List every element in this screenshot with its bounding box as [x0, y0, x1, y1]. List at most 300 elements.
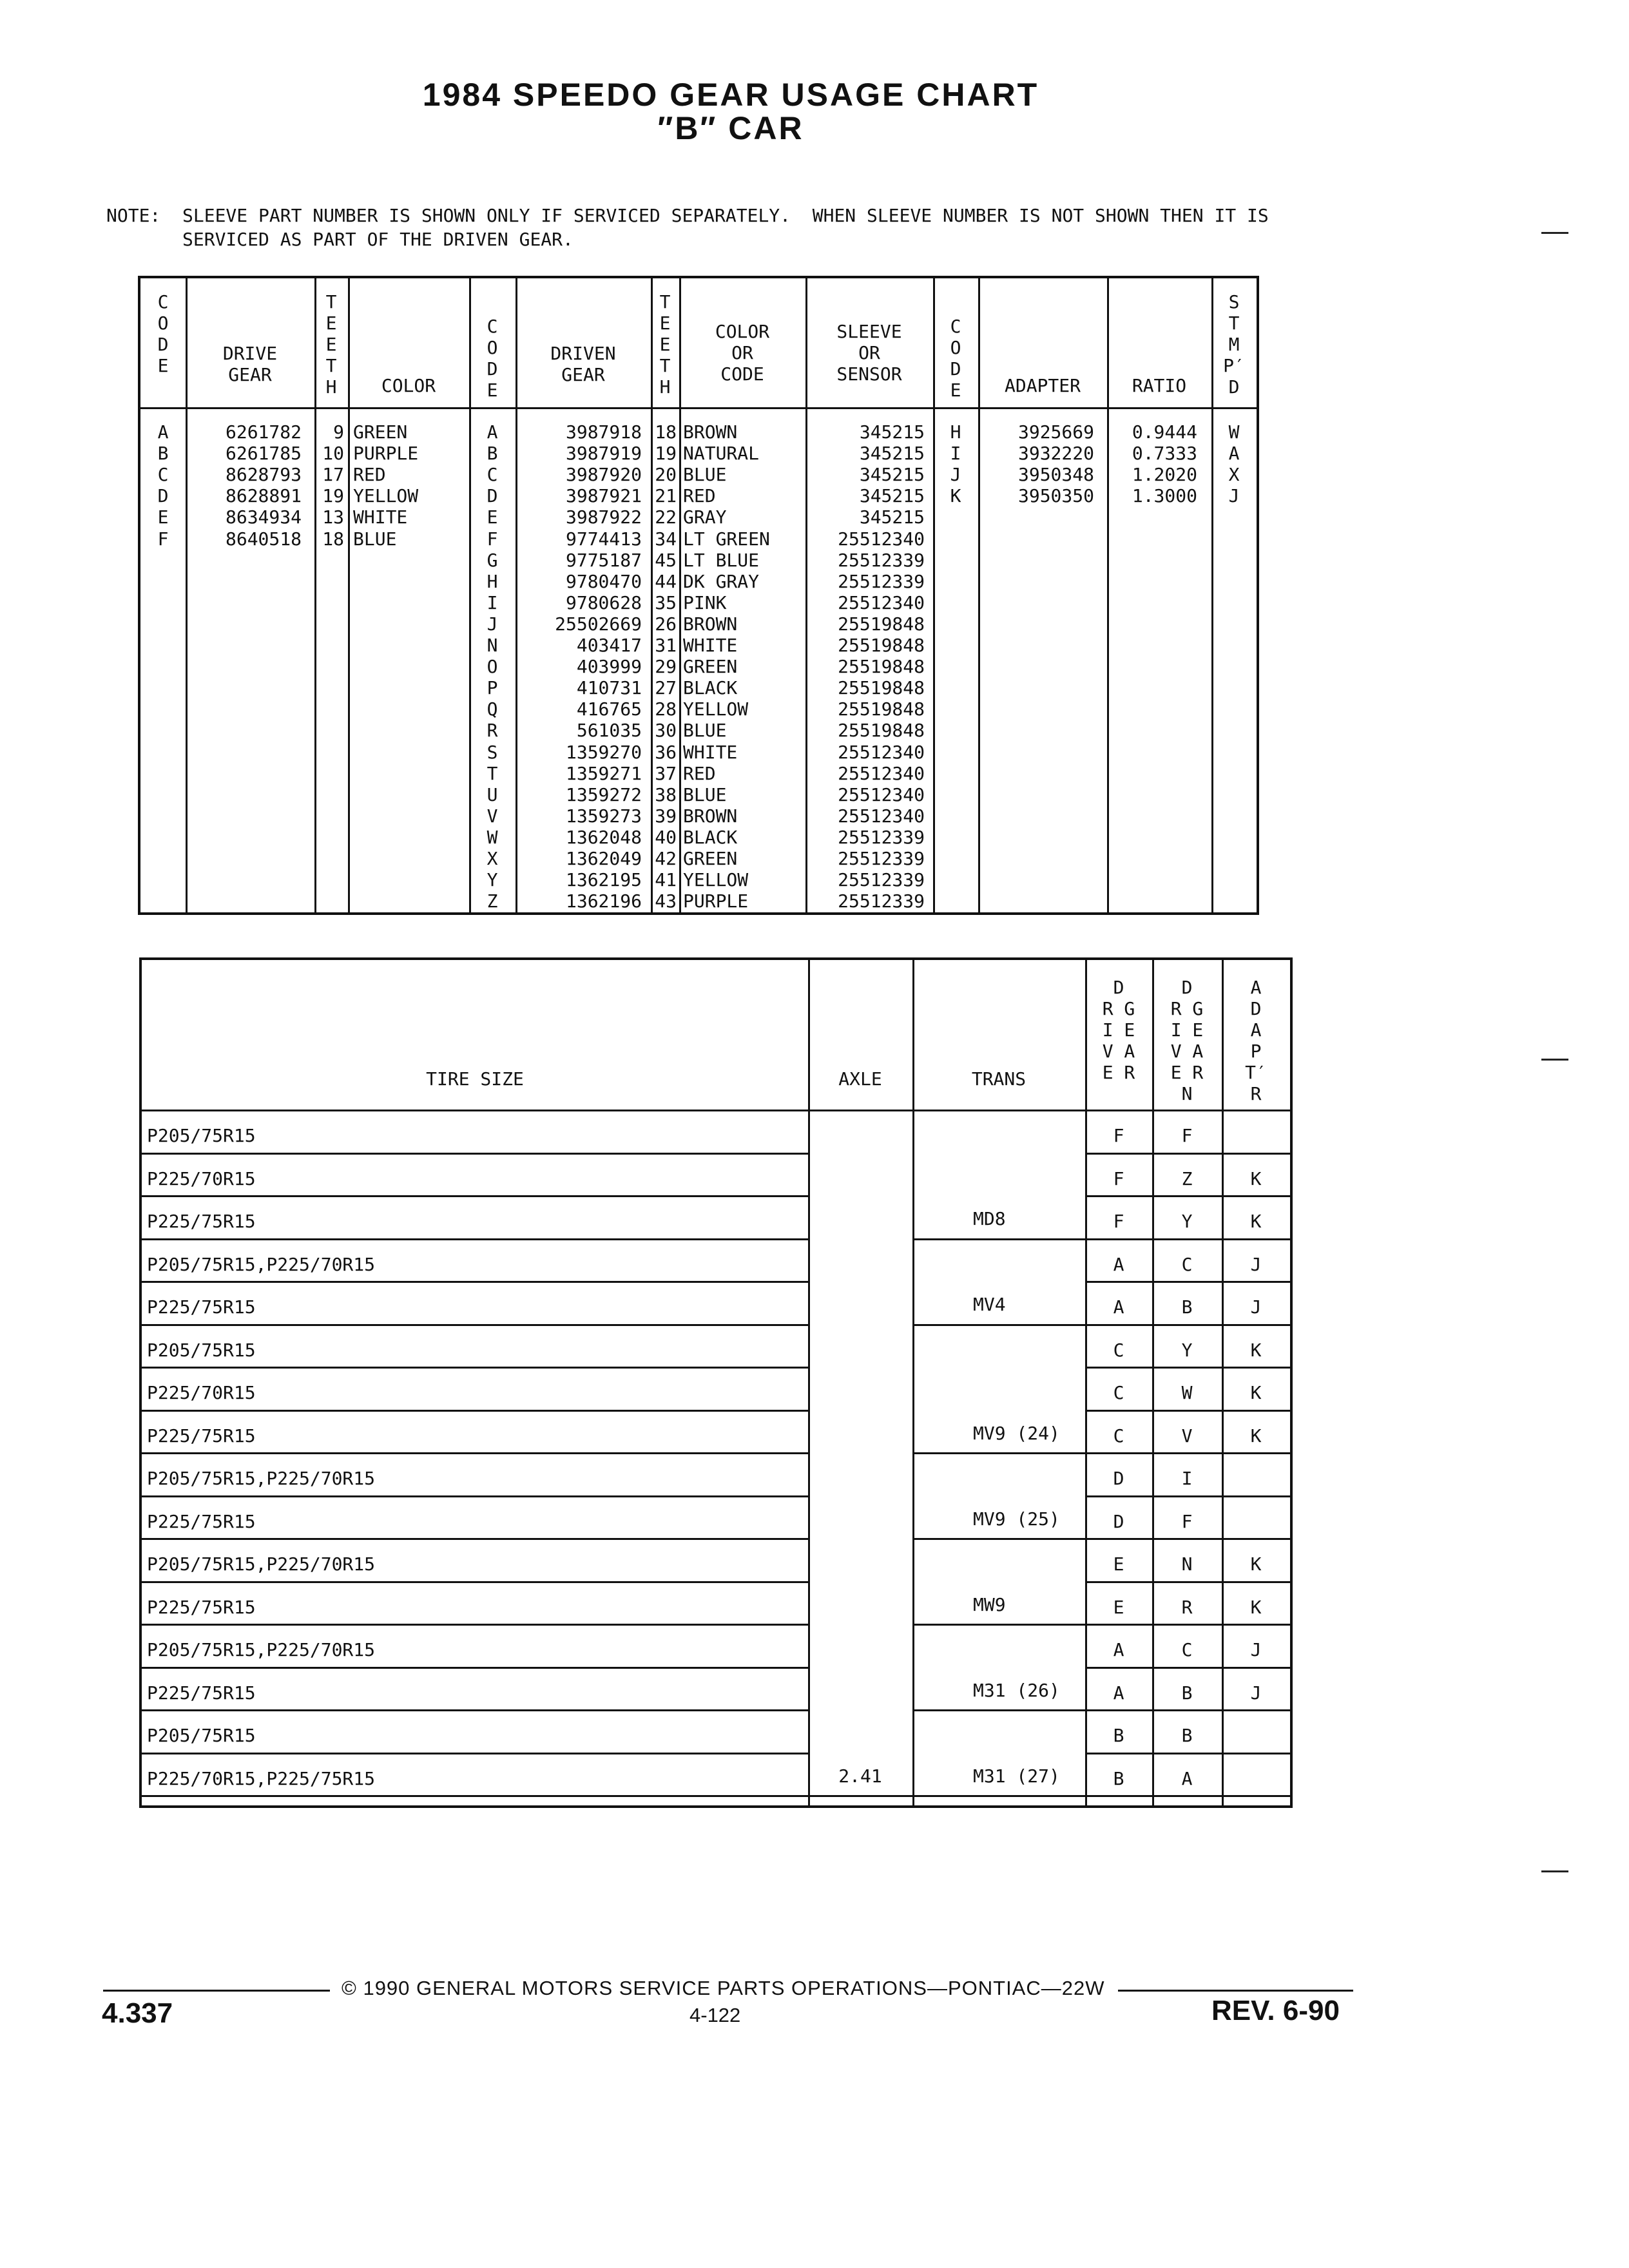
- row-divider: [142, 1753, 808, 1754]
- footer-revision: REV. 6-90: [1211, 1995, 1340, 2026]
- drive-color: PURPLE: [353, 443, 419, 465]
- driven-teeth: 20: [655, 464, 677, 486]
- row-divider: [1085, 1667, 1290, 1669]
- driven-teeth: 38: [655, 783, 677, 805]
- group-divider: [912, 1452, 1085, 1454]
- driven-color: GREEN: [683, 848, 738, 869]
- column-header: C O D E: [950, 316, 961, 401]
- driven-teeth: 34: [655, 528, 677, 550]
- sleeve-number: 345215: [859, 443, 925, 465]
- driven-gear-code: I: [1181, 1468, 1193, 1489]
- tire-size: P225/75R15: [147, 1510, 256, 1532]
- driven-gear-code: C: [1181, 1639, 1193, 1660]
- column-header: T E E T H: [659, 291, 671, 398]
- trans-code: M31 (26): [973, 1679, 1060, 1701]
- driven-code: O: [487, 656, 498, 678]
- sleeve-number: 25519848: [838, 656, 925, 678]
- sleeve-number: 25519848: [838, 635, 925, 656]
- driven-color: BLACK: [683, 677, 738, 699]
- sleeve-number: 25519848: [838, 677, 925, 699]
- header-divider: [140, 407, 1257, 409]
- column-header: RATIO: [1132, 375, 1187, 396]
- driven-gear: 3987919: [565, 443, 642, 465]
- row-divider: [1085, 1195, 1290, 1197]
- row-divider: [1085, 1538, 1290, 1540]
- driven-gear: 403417: [576, 635, 642, 656]
- trans-code: MV4: [973, 1294, 1006, 1315]
- drive-gear-code: F: [1113, 1125, 1124, 1146]
- row-divider: [1085, 1795, 1290, 1797]
- driven-teeth: 30: [655, 720, 677, 742]
- edge-mark: [1541, 232, 1568, 234]
- row-divider: [142, 1452, 808, 1454]
- driven-teeth: 31: [655, 635, 677, 656]
- sleeve-number: 25519848: [838, 720, 925, 742]
- driven-code: G: [487, 549, 498, 571]
- adapter-code: J: [1250, 1296, 1262, 1318]
- sleeve-number: 25512340: [838, 741, 925, 763]
- row-divider: [1085, 1238, 1290, 1240]
- row-divider: [1085, 1410, 1290, 1412]
- column-header: C O D E: [487, 316, 498, 401]
- adapter-code: J: [950, 464, 961, 486]
- footer-page-left: 4.337: [102, 1997, 173, 2029]
- row-divider: [1085, 1581, 1290, 1583]
- header-adapter: A D A P T′ R: [1245, 977, 1267, 1104]
- tire-size: P225/75R15: [147, 1682, 256, 1704]
- column-header: DRIVE GEAR: [222, 343, 278, 385]
- driven-code: V: [487, 805, 498, 827]
- adapter-code: K: [1250, 1168, 1262, 1189]
- drive-gear-code: E: [1113, 1596, 1124, 1618]
- tire-size: P225/70R15: [147, 1382, 256, 1403]
- drive-color: YELLOW: [353, 485, 419, 507]
- driven-teeth: 43: [655, 890, 677, 912]
- adapter-code: J: [1250, 1639, 1262, 1660]
- driven-gear-code: R: [1181, 1596, 1193, 1618]
- driven-code: I: [487, 591, 498, 613]
- driven-gear: 3987920: [565, 464, 642, 486]
- row-divider: [142, 1195, 808, 1197]
- page-subtitle: ″B″ CAR: [657, 110, 804, 146]
- sleeve-number: 25519848: [838, 613, 925, 635]
- adapter-code: K: [1250, 1339, 1262, 1361]
- drive-color: RED: [353, 464, 386, 486]
- note-text: NOTE: SLEEVE PART NUMBER IS SHOWN ONLY IF SERVICED SEPARATELY. WHEN SLEEVE NUMBER IS NOT SHOWN THEN IT IS SERVICED AS PART OF THE DRIVEN GEAR.: [106, 205, 1269, 250]
- driven-gear: 1359272: [565, 783, 642, 805]
- driven-color: RED: [683, 485, 716, 507]
- row-divider: [1085, 1153, 1290, 1155]
- tire-size: P205/75R15: [147, 1125, 256, 1146]
- tire-size: P225/70R15: [147, 1168, 256, 1189]
- adapter-number: 3950350: [1017, 485, 1094, 507]
- drive-code: D: [157, 485, 169, 507]
- driven-gear: 9780628: [565, 591, 642, 613]
- drive-code: E: [157, 506, 169, 528]
- axle-ratio: 2.41: [838, 1765, 882, 1787]
- driven-gear-code: V: [1181, 1425, 1193, 1446]
- drive-gear: 8628793: [225, 464, 302, 486]
- driven-color: LT GREEN: [683, 528, 770, 550]
- drive-gear-code: C: [1113, 1339, 1124, 1361]
- usage-table: [139, 957, 1293, 1808]
- group-divider: [912, 1709, 1085, 1711]
- adapter-code: K: [950, 485, 961, 507]
- trans-code: MW9: [973, 1593, 1006, 1615]
- edge-mark: [1541, 1870, 1568, 1872]
- drive-gear-code: C: [1113, 1382, 1124, 1403]
- tire-size: P205/75R15: [147, 1725, 256, 1746]
- adapter-code: I: [950, 443, 961, 465]
- driven-gear: 1359271: [565, 762, 642, 784]
- adapter-ratio: 1.2020: [1132, 464, 1197, 486]
- group-divider: [912, 1795, 1085, 1797]
- driven-gear-code: B: [1181, 1725, 1193, 1746]
- driven-gear: 3987922: [565, 506, 642, 528]
- driven-color: NATURAL: [683, 443, 760, 465]
- driven-color: WHITE: [683, 635, 738, 656]
- driven-gear: 9774413: [565, 528, 642, 550]
- drive-gear-code: F: [1113, 1211, 1124, 1232]
- tire-size: P225/75R15: [147, 1211, 256, 1232]
- drive-code: B: [157, 443, 169, 465]
- row-divider: [142, 1495, 808, 1497]
- sleeve-number: 25512340: [838, 762, 925, 784]
- row-divider: [1085, 1367, 1290, 1369]
- tire-size: P205/75R15,P225/70R15: [147, 1639, 376, 1660]
- adapter-code: J: [1250, 1682, 1262, 1704]
- driven-gear: 1362195: [565, 869, 642, 891]
- drive-gear: 8628891: [225, 485, 302, 507]
- sleeve-number: 345215: [859, 506, 925, 528]
- driven-code: P: [487, 677, 498, 699]
- row-divider: [142, 1624, 808, 1626]
- adapter-number: 3925669: [1017, 421, 1094, 443]
- driven-gear-code: N: [1181, 1553, 1193, 1575]
- driven-gear-code: B: [1181, 1682, 1193, 1704]
- driven-code: F: [487, 528, 498, 550]
- driven-teeth: 40: [655, 826, 677, 848]
- adapter-number: 3932220: [1017, 443, 1094, 465]
- adapter-code: K: [1250, 1553, 1262, 1575]
- sleeve-number: 25512339: [838, 869, 925, 891]
- sleeve-number: 25519848: [838, 698, 925, 720]
- drive-gear-code: A: [1113, 1296, 1124, 1318]
- driven-code: J: [487, 613, 498, 635]
- driven-teeth: 27: [655, 677, 677, 699]
- driven-teeth: 44: [655, 570, 677, 592]
- row-divider: [1085, 1709, 1290, 1711]
- driven-code: W: [487, 826, 498, 848]
- column-header: C O D E: [157, 291, 169, 376]
- drive-gear: 6261782: [225, 421, 302, 443]
- edge-mark: [1541, 1059, 1568, 1061]
- driven-code: A: [487, 421, 498, 443]
- row-divider: [142, 1709, 808, 1711]
- adapter-ratio: 0.7333: [1132, 443, 1197, 465]
- row-divider: [142, 1153, 808, 1155]
- driven-color: WHITE: [683, 741, 738, 763]
- adapter-code: K: [1250, 1382, 1262, 1403]
- driven-code: C: [487, 464, 498, 486]
- row-divider: [142, 1367, 808, 1369]
- adapter-ratio: 0.9444: [1132, 421, 1197, 443]
- driven-color: BROWN: [683, 613, 738, 635]
- sleeve-number: 25512339: [838, 549, 925, 571]
- drive-color: WHITE: [353, 506, 408, 528]
- sleeve-number: 345215: [859, 464, 925, 486]
- header-axle: AXLE: [838, 1068, 882, 1090]
- sleeve-number: 25512339: [838, 826, 925, 848]
- driven-color: BROWN: [683, 421, 738, 443]
- driven-gear: 1362196: [565, 890, 642, 912]
- driven-code: B: [487, 443, 498, 465]
- tire-size: P225/75R15: [147, 1425, 256, 1446]
- adapter-number: 3950348: [1017, 464, 1094, 486]
- tire-size: P225/75R15: [147, 1596, 256, 1618]
- driven-color: YELLOW: [683, 869, 749, 891]
- driven-teeth: 37: [655, 762, 677, 784]
- drive-gear: 6261785: [225, 443, 302, 465]
- column-header: S T M P′ D: [1223, 291, 1245, 398]
- driven-gear: 1362048: [565, 826, 642, 848]
- drive-gear-code: A: [1113, 1639, 1124, 1660]
- driven-code: E: [487, 506, 498, 528]
- driven-code: T: [487, 762, 498, 784]
- gear-table: [138, 276, 1259, 915]
- driven-code: N: [487, 635, 498, 656]
- row-divider: [142, 1667, 808, 1669]
- drive-gear-code: A: [1113, 1253, 1124, 1275]
- driven-teeth: 18: [655, 421, 677, 443]
- drive-code: C: [157, 464, 169, 486]
- driven-color: GRAY: [683, 506, 727, 528]
- sleeve-number: 25512340: [838, 528, 925, 550]
- adapter-code: K: [1250, 1425, 1262, 1446]
- driven-gear: 403999: [576, 656, 642, 678]
- sleeve-number: 345215: [859, 421, 925, 443]
- drive-code: A: [157, 421, 169, 443]
- drive-gear-code: F: [1113, 1168, 1124, 1189]
- sleeve-number: 25512339: [838, 890, 925, 912]
- footer-copyright: © 1990 GENERAL MOTORS SERVICE PARTS OPERATIONS—PONTIAC—22W: [342, 1977, 1105, 1999]
- group-divider: [912, 1238, 1085, 1240]
- driven-teeth: 29: [655, 656, 677, 678]
- adapter-ratio: 1.3000: [1132, 485, 1197, 507]
- tire-size: P225/75R15: [147, 1296, 256, 1318]
- driven-teeth: 19: [655, 443, 677, 465]
- tire-size: P205/75R15,P225/70R15: [147, 1468, 376, 1489]
- driven-teeth: 42: [655, 848, 677, 869]
- driven-color: YELLOW: [683, 698, 749, 720]
- trans-code: MV9 (25): [973, 1508, 1060, 1530]
- driven-gear: 1359270: [565, 741, 642, 763]
- drive-teeth: 18: [322, 528, 344, 550]
- tire-size: P205/75R15: [147, 1339, 256, 1361]
- row-divider: [1085, 1624, 1290, 1626]
- driven-gear-code: A: [1181, 1767, 1193, 1789]
- driven-color: BLUE: [683, 464, 727, 486]
- driven-gear: 1359273: [565, 805, 642, 827]
- driven-code: U: [487, 783, 498, 805]
- column-divider: [348, 278, 350, 912]
- driven-color: DK GRAY: [683, 570, 760, 592]
- driven-gear-code: W: [1181, 1382, 1193, 1403]
- driven-teeth: 21: [655, 485, 677, 507]
- driven-teeth: 45: [655, 549, 677, 571]
- driven-code: S: [487, 741, 498, 763]
- column-header: COLOR: [381, 375, 436, 396]
- drive-teeth: 9: [333, 421, 344, 443]
- adapter-stamp: W: [1228, 421, 1240, 443]
- trans-code: MD8: [973, 1208, 1006, 1229]
- driven-gear: 3987921: [565, 485, 642, 507]
- group-divider: [912, 1324, 1085, 1326]
- adapter-stamp: J: [1228, 485, 1240, 507]
- adapter-stamp: A: [1228, 443, 1240, 465]
- driven-code: R: [487, 720, 498, 742]
- drive-color: GREEN: [353, 421, 408, 443]
- driven-gear-code: F: [1181, 1125, 1193, 1146]
- sleeve-number: 25512340: [838, 805, 925, 827]
- row-divider: [142, 1538, 808, 1540]
- driven-gear-code: Y: [1181, 1339, 1193, 1361]
- driven-color: LT BLUE: [683, 549, 760, 571]
- column-header: DRIVEN GEAR: [550, 343, 616, 385]
- driven-teeth: 36: [655, 741, 677, 763]
- driven-gear: 561035: [576, 720, 642, 742]
- column-header: COLOR OR CODE: [715, 321, 770, 385]
- sleeve-number: 25512340: [838, 591, 925, 613]
- drive-color: BLUE: [353, 528, 397, 550]
- sleeve-number: 345215: [859, 485, 925, 507]
- row-divider: [1085, 1753, 1290, 1754]
- driven-code: Y: [487, 869, 498, 891]
- row-divider: [142, 1795, 808, 1797]
- row-divider: [142, 1238, 808, 1240]
- column-header: SLEEVE OR SENSOR: [836, 321, 902, 385]
- driven-gear: 9775187: [565, 549, 642, 571]
- driven-teeth: 22: [655, 506, 677, 528]
- driven-gear: 9780470: [565, 570, 642, 592]
- page-title: 1984 SPEEDO GEAR USAGE CHART: [422, 77, 1039, 113]
- drive-teeth: 19: [322, 485, 344, 507]
- row-divider: [142, 1410, 808, 1412]
- drive-teeth: 17: [322, 464, 344, 486]
- drive-gear-code: C: [1113, 1425, 1124, 1446]
- drive-teeth: 13: [322, 506, 344, 528]
- column-header: ADAPTER: [1004, 375, 1081, 396]
- drive-gear-code: B: [1113, 1725, 1124, 1746]
- driven-teeth: 41: [655, 869, 677, 891]
- driven-color: BLACK: [683, 826, 738, 848]
- driven-color: PURPLE: [683, 890, 749, 912]
- footer-rule: [1118, 1990, 1353, 1992]
- tire-size: P205/75R15,P225/70R15: [147, 1553, 376, 1575]
- drive-gear: 8640518: [225, 528, 302, 550]
- drive-gear-code: A: [1113, 1682, 1124, 1704]
- row-divider: [1085, 1281, 1290, 1283]
- adapter-code: J: [1250, 1253, 1262, 1275]
- driven-gear: 1362049: [565, 848, 642, 869]
- driven-color: BLUE: [683, 720, 727, 742]
- driven-gear-code: B: [1181, 1296, 1193, 1318]
- drive-teeth: 10: [322, 443, 344, 465]
- row-divider: [142, 1324, 808, 1326]
- driven-color: PINK: [683, 591, 727, 613]
- row-divider: [1085, 1324, 1290, 1326]
- driven-color: BROWN: [683, 805, 738, 827]
- driven-gear: 25502669: [555, 613, 642, 635]
- sleeve-number: 25512339: [838, 848, 925, 869]
- driven-color: RED: [683, 762, 716, 784]
- driven-gear-code: C: [1181, 1253, 1193, 1275]
- drive-code: F: [157, 528, 169, 550]
- header-tire-size: TIRE SIZE: [426, 1068, 524, 1090]
- driven-code: D: [487, 485, 498, 507]
- driven-teeth: 39: [655, 805, 677, 827]
- column-header: T E E T H: [325, 291, 337, 398]
- row-divider: [1085, 1452, 1290, 1454]
- group-divider: [912, 1538, 1085, 1540]
- driven-teeth: 28: [655, 698, 677, 720]
- header-trans: TRANS: [971, 1068, 1027, 1090]
- adapter-code: H: [950, 421, 961, 443]
- tire-size: P205/75R15,P225/70R15: [147, 1253, 376, 1275]
- trans-code: MV9 (24): [973, 1422, 1060, 1444]
- driven-gear: 410731: [576, 677, 642, 699]
- driven-color: GREEN: [683, 656, 738, 678]
- column-divider: [1107, 278, 1109, 912]
- sleeve-number: 25512340: [838, 783, 925, 805]
- driven-teeth: 35: [655, 591, 677, 613]
- drive-gear-code: E: [1113, 1553, 1124, 1575]
- driven-code: Z: [487, 890, 498, 912]
- driven-code: X: [487, 848, 498, 869]
- footer-page-center: 4-122: [689, 2004, 741, 2026]
- header-divider: [142, 1110, 1290, 1111]
- driven-gear: 416765: [576, 698, 642, 720]
- header-driven-gear: D R G I E V A E R N: [1170, 977, 1204, 1104]
- driven-gear-code: Y: [1181, 1211, 1193, 1232]
- trans-code: M31 (27): [973, 1765, 1060, 1787]
- driven-gear-code: F: [1181, 1510, 1193, 1532]
- adapter-code: K: [1250, 1596, 1262, 1618]
- driven-teeth: 26: [655, 613, 677, 635]
- row-divider: [1085, 1495, 1290, 1497]
- drive-gear-code: D: [1113, 1468, 1124, 1489]
- drive-gear-code: D: [1113, 1510, 1124, 1532]
- sleeve-number: 25512339: [838, 570, 925, 592]
- drive-gear: 8634934: [225, 506, 302, 528]
- adapter-code: K: [1250, 1211, 1262, 1232]
- drive-gear-code: B: [1113, 1767, 1124, 1789]
- driven-code: H: [487, 570, 498, 592]
- driven-color: BLUE: [683, 783, 727, 805]
- row-divider: [142, 1581, 808, 1583]
- group-divider: [912, 1624, 1085, 1626]
- header-drive-gear: D R G I E V A E R: [1102, 977, 1135, 1083]
- driven-gear: 3987918: [565, 421, 642, 443]
- footer-rule: [103, 1990, 330, 1992]
- table-bottom-rule: [808, 1795, 912, 1797]
- tire-size: P225/70R15,P225/75R15: [147, 1767, 376, 1789]
- column-divider: [978, 278, 980, 912]
- row-divider: [142, 1281, 808, 1283]
- adapter-stamp: X: [1228, 464, 1240, 486]
- driven-code: Q: [487, 698, 498, 720]
- driven-gear-code: Z: [1181, 1168, 1193, 1189]
